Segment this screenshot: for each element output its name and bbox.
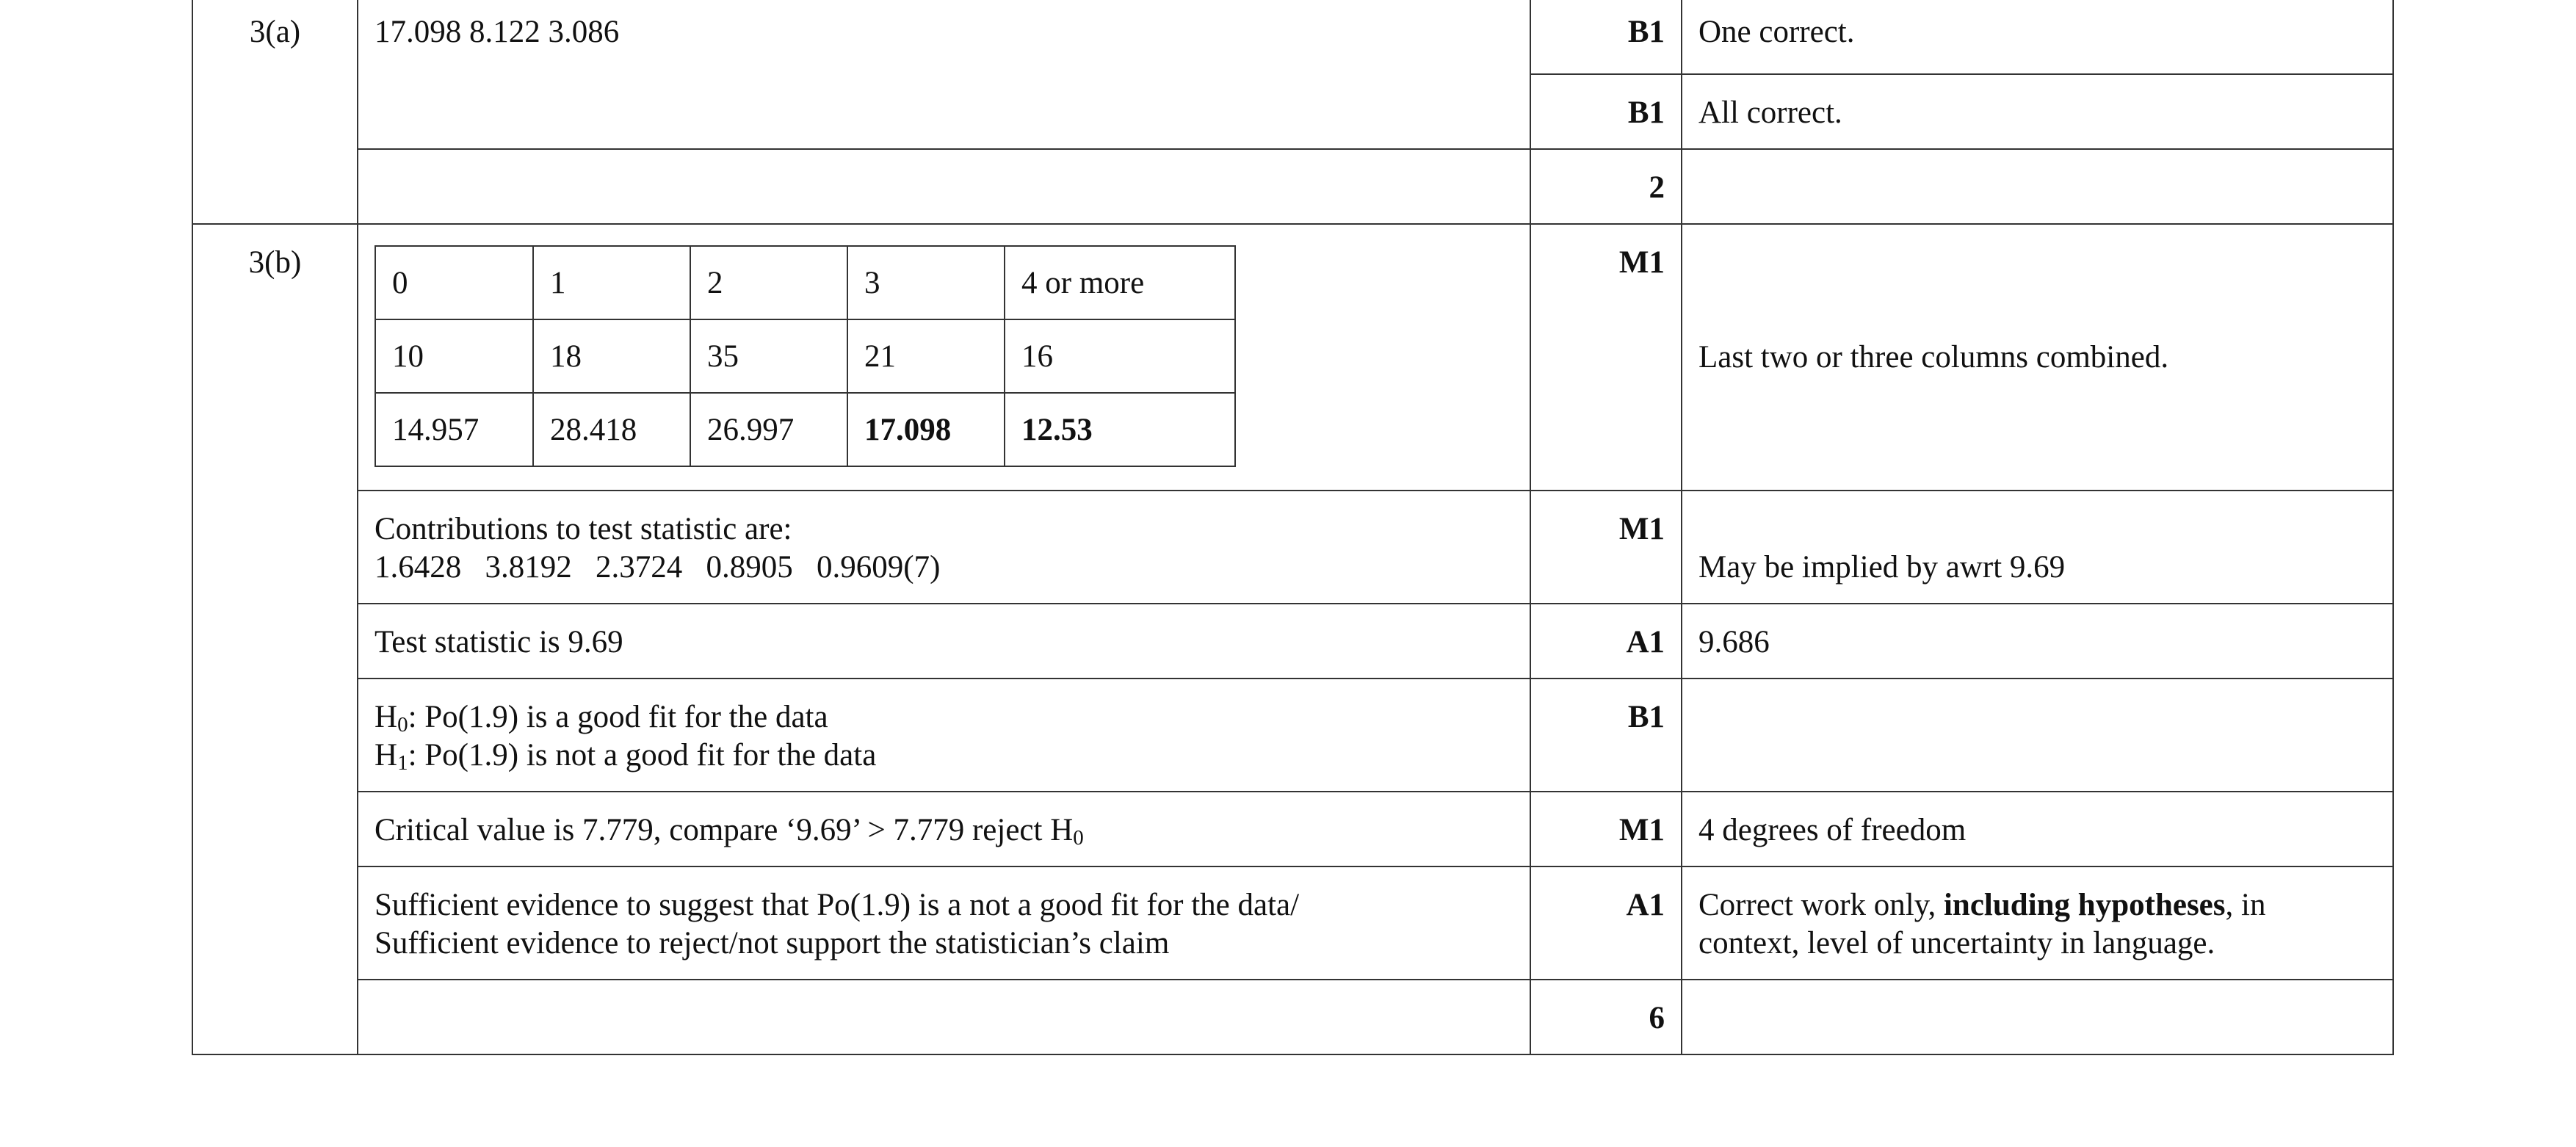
table-cell: 2	[690, 246, 847, 319]
guidance-table: Last two or three columns combined.	[1682, 224, 2393, 491]
mark-3a-1: B1	[1530, 0, 1682, 74]
table-row	[375, 319, 1235, 393]
alternative-hypothesis: $H_1$: Po(1.9) is not a good fit for the data	[375, 738, 877, 775]
answer-3b-total-blank	[358, 980, 1530, 1054]
table-cell: 21	[847, 319, 1005, 393]
guidance-contributions: May be implied by awrt 9.69	[1682, 491, 2393, 604]
total-mark-3a: 2	[1530, 149, 1682, 224]
hypotheses-answer	[358, 679, 1530, 792]
table-cell: 4 or more	[1005, 246, 1235, 319]
guidance-3a-total-blank	[1682, 149, 2393, 224]
mark-conclusion: A1	[1530, 866, 1682, 980]
table-cell: 17.098	[847, 393, 1005, 466]
table-cell: 16	[1005, 319, 1235, 393]
table-row	[375, 393, 1235, 466]
expected-frequency-table-cell	[358, 224, 1530, 491]
question-label-3b: 3(b)	[192, 224, 358, 1054]
guidance-3a-1: One correct.	[1682, 0, 2393, 74]
table-cell: 35	[690, 319, 847, 393]
table-cell: 0	[375, 246, 533, 319]
table-cell: 28.418	[533, 393, 690, 466]
mark-scheme-table	[192, 0, 2394, 1055]
total-mark-3b: 6	[1530, 980, 1682, 1054]
mark-table: M1	[1530, 224, 1682, 491]
table-row	[375, 246, 1235, 319]
mark-contributions: M1	[1530, 491, 1682, 604]
conclusion-line-2: Sufficient evidence to reject/not support the statistician’s claim	[375, 926, 1170, 960]
answer-3a-total-blank	[358, 149, 1530, 224]
mark-critical-value: M1	[1530, 792, 1682, 866]
answer-3a: 17.098 8.122 3.086	[358, 0, 1530, 149]
table-cell: 18	[533, 319, 690, 393]
conclusion-answer	[358, 866, 1530, 980]
guidance-critical-value: 4 degrees of freedom	[1682, 792, 2393, 866]
contributions-answer	[358, 491, 1530, 604]
critical-value-answer: Critical value is 7.779, compare ‘9.69’ > 7.779 reject $H_0$	[358, 792, 1530, 866]
table-cell: 14.957	[375, 393, 533, 466]
question-label-3a: 3(a)	[192, 0, 358, 224]
test-statistic-answer: Test statistic is 9.69	[358, 604, 1530, 679]
guidance-conclusion: Correct work only, including hypotheses, in context, level of uncertainty in language.	[1682, 866, 2393, 980]
guidance-test-statistic: 9.686	[1682, 604, 2393, 679]
conclusion-line-1: Sufficient evidence to suggest that Po(1.9) is a not a good fit for the data/	[375, 888, 1300, 922]
mark-3a-2: B1	[1530, 74, 1682, 149]
mark-hypotheses: B1	[1530, 679, 1682, 792]
contributions-line-2: 1.6428 3.8192 2.3724 0.8905 0.9609(7)	[375, 550, 941, 585]
table-cell: 26.997	[690, 393, 847, 466]
table-cell: 10	[375, 319, 533, 393]
contributions-line-1: Contributions to test statistic are:	[375, 512, 792, 546]
guidance-3a-2: All correct.	[1682, 74, 2393, 149]
expected-frequency-table	[375, 245, 1236, 467]
table-cell: 3	[847, 246, 1005, 319]
mark-test-statistic: A1	[1530, 604, 1682, 679]
table-cell: 12.53	[1005, 393, 1235, 466]
guidance-3b-total-blank	[1682, 980, 2393, 1054]
table-cell: 1	[533, 246, 690, 319]
guidance-hypotheses-blank	[1682, 679, 2393, 792]
null-hypothesis: $H_0$: Po(1.9) is a good fit for the data	[375, 700, 828, 737]
